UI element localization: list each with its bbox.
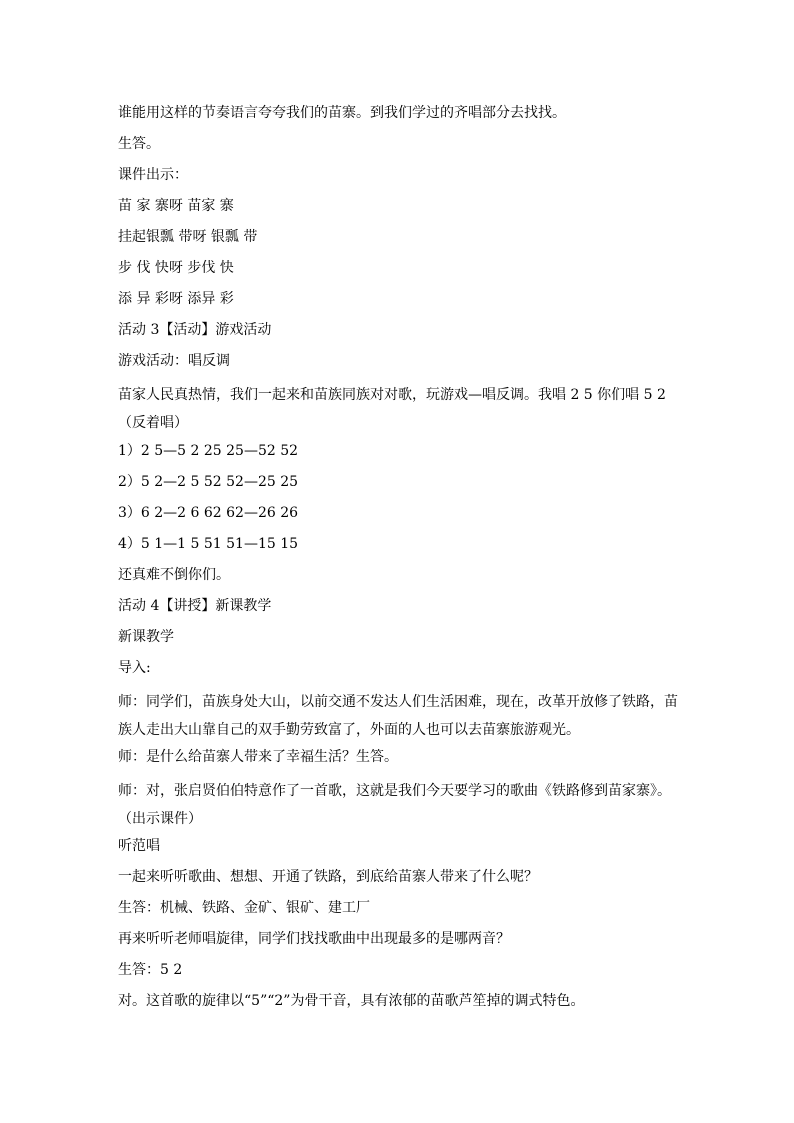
exercise-line: 2）5 2—2 5 52 52—25 25	[118, 474, 299, 490]
exercise-line: 3）6 2—2 6 62 62—26 26	[118, 505, 299, 521]
text-line: 游戏活动：唱反调	[118, 353, 230, 369]
text-line: 师：是什么给苗寨人带来了幸福生活？生答。	[118, 749, 398, 765]
text-line: 谁能用这样的节奏语言夸夸我们的苗寨。到我们学过的齐唱部分去找找。	[118, 105, 566, 121]
text-line: 导入:	[118, 660, 151, 676]
text-line: 再来听听老师唱旋律，同学们找找歌曲中出现最多的是哪两音？	[118, 931, 510, 947]
rhythm-line: 添 异 彩呀 添异 彩	[118, 291, 234, 307]
rhythm-line: 挂起银瓢 带呀 银瓢 带	[118, 229, 258, 245]
exercise-line: 1）2 5—5 2 25 25—52 52	[118, 443, 299, 459]
activity-heading: 活动 4【讲授】新课教学	[118, 598, 272, 614]
text-paragraph: 苗家人民真热情，我们一起来和苗族同族对对歌，玩游戏—唱反调。我唱 2 5 你们唱 5 2（反着唱）	[118, 387, 666, 431]
rhythm-line: 步 伐 快呀 步伐 快	[118, 260, 234, 276]
rhythm-line: 苗 家 寨呀 苗家 寨	[118, 198, 234, 214]
exercise-line: 4）5 1—1 5 51 51—15 15	[118, 536, 299, 552]
text-line: 生答：5 2	[118, 962, 183, 978]
text-line: 生答。	[118, 136, 160, 152]
section-heading: 听范唱	[118, 838, 160, 854]
text-paragraph: 师：同学们，苗族身处大山，以前交通不发达人们生活困难，现在，改革开放修了铁路，苗族人走出大山靠自己的双手勤劳致富了，外面的人也可以去苗寨旅游观光。	[118, 694, 678, 738]
text-line: 课件出示：	[118, 167, 188, 183]
text-line: 对。这首歌的旋律以“5”“2”为骨干音，具有浓郁的苗歌芦笙掉的调式特色。	[118, 993, 585, 1009]
text-line: 一起来听听歌曲、想想、开通了铁路，到底给苗寨人带来了什么呢？	[118, 869, 538, 885]
lesson-plan-body	[118, 102, 678, 1021]
section-heading: 新课教学	[118, 629, 174, 645]
text-line: 还真难不倒你们。	[118, 567, 230, 583]
text-paragraph: 师：对，张启贤伯伯特意作了一首歌，这就是我们今天要学习的歌曲《铁路修到苗家寨》。（出示课件）	[118, 783, 671, 827]
text-line: 生答：机械、铁路、金矿、银矿、建工厂	[118, 900, 370, 916]
activity-heading: 活动 3【活动】游戏活动	[118, 322, 272, 338]
